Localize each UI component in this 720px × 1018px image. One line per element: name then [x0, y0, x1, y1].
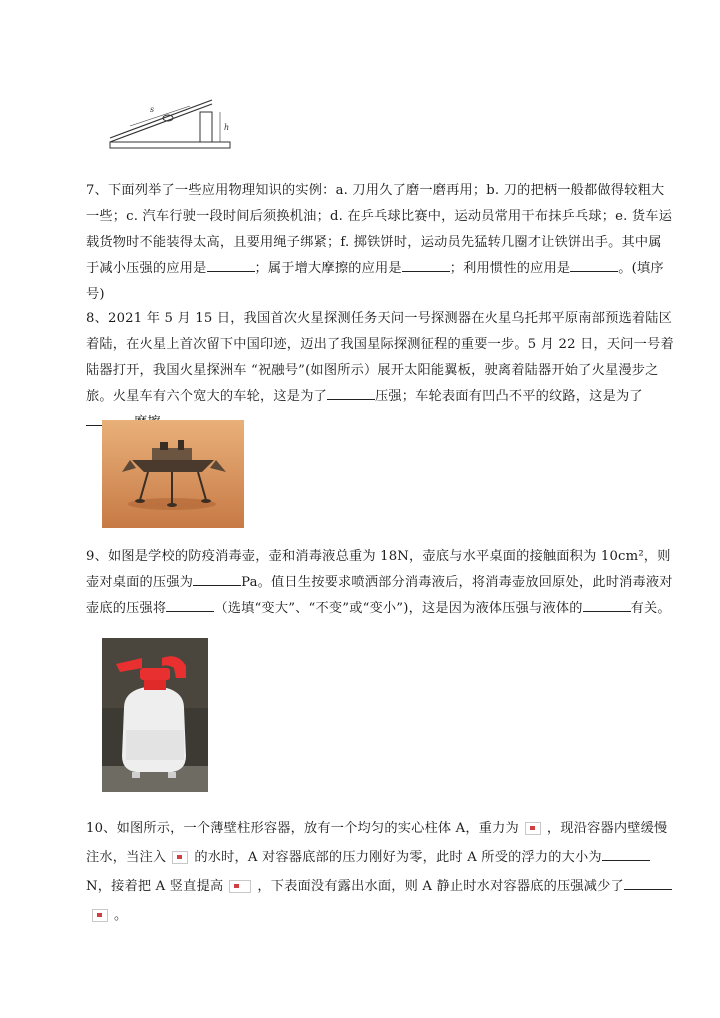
incline-label-h: h	[224, 123, 230, 132]
incline-label-s: s	[150, 105, 155, 114]
mars-rover-photo	[102, 420, 244, 528]
question-8: 8、2021 年 5 月 15 日，我国首次火星探测任务天问一号探测器在火星乌托邦平原南部预选着陆区着陆，在火星上首次留下中国印迹，迈出了我国星际探测征程的重要一步。5 月 22 日，天问一号着陆器打开，我国火星探洲车 “祝融号”(如图所示）展开太阳能翼板，驶离着陆器开始了火星漫步之旅。火星车有六个宽大的车轮，这是为了 压强；车轮表面有凹凸不平的纹路，这是为了	[86, 306, 674, 436]
answer-blank[interactable]	[602, 846, 650, 861]
broken-image-icon	[525, 822, 541, 835]
answer-blank[interactable]	[570, 257, 618, 272]
broken-image-icon	[172, 851, 188, 864]
answer-blank[interactable]	[583, 597, 631, 612]
spray-bottle-photo	[102, 638, 208, 792]
broken-image-icon	[92, 909, 108, 922]
answer-blank[interactable]	[166, 597, 214, 612]
incline-figure	[100, 98, 240, 154]
answer-blank[interactable]	[193, 571, 241, 586]
broken-image-icon	[229, 880, 251, 893]
question-7: 7、下面列举了一些应用物理知识的实例：a. 刀用久了磨一磨再用；b. 刀的把柄一般都做得较粗大一些；c. 汽车行驶一段时间后须换机油；d. 在乒乓球比赛中，运动员常用干布抹乒乓球；e. 货车运载货物时不能装得太高，且要用绳子绑紧；f. 掷铁饼时，运动员先猛转几圈才让铁饼出手。其中属于减小压强的应用是 ；属于增大摩擦的应用是 ；利用惯性的应用是 。(填序号)	[86, 183, 673, 302]
question-10: 10、如图所示，一个薄壁柱形容器，放有一个均匀的实心柱体 A，重力为 ，现沿容器内壁缓慢注水，当注入 的水时，A 对容器底部的压力刚好为零，此时 A 所受的浮力的大小为N，接着把 A 竖直提高 ，下表面没有露出水面，则 A 静止时水对容器底的压强减少了。	[86, 814, 674, 930]
question-9: 9、如图是学校的防疫消毒壶，壶和消毒液总重为 18N，壶底与水平桌面的接触面积为 10cm²，则壶对桌面的压强为 Pa。值日生按要求喷洒部分消毒液后，将消毒壶放回原处，此时消毒液对壶底的压强将 （选填“变大”、“不变”或“变小”)，这是因为液体压强与液体的 有关。	[86, 549, 673, 616]
answer-blank[interactable]	[624, 875, 672, 890]
answer-blank[interactable]	[207, 257, 255, 272]
answer-blank[interactable]	[402, 257, 450, 272]
answer-blank[interactable]	[327, 385, 375, 400]
